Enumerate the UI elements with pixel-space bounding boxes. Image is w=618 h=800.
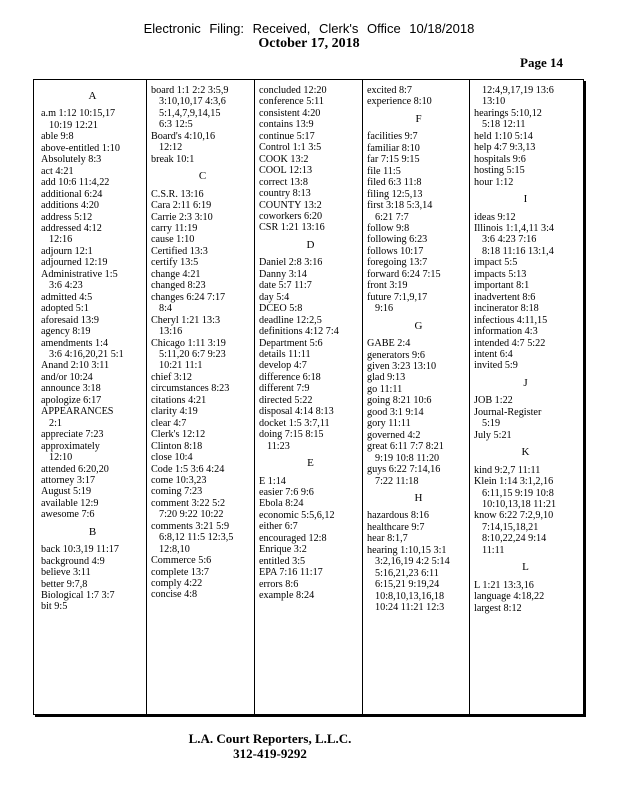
index-entry: COOL 12:13 (259, 165, 313, 177)
index-entry: changes 6:24 7:17 (151, 291, 226, 303)
index-entry: GABE 2:4 (367, 338, 411, 350)
index-entry: facilities 9:7 (367, 131, 418, 143)
index-entry: go 11:11 (367, 383, 403, 395)
index-entry: addressed 4:12 (41, 222, 102, 234)
index-entry: 9:19 10:8 11:20 (375, 452, 440, 464)
index-entry: available 12:9 (41, 497, 99, 509)
index-entry: 5:1,4,7,9,14,15 (159, 107, 221, 119)
index-entry: APPEARANCES (41, 406, 114, 418)
index-entry: adjourn 12:1 (41, 245, 93, 257)
index-entry: details 11:11 (259, 348, 311, 360)
index-entry: hazardous 8:16 (367, 510, 429, 522)
index-entry: COUNTY 13:2 (259, 199, 322, 211)
index-entry: 12:4,9,17,19 13:6 (482, 85, 554, 96)
index-entry: intent 6:4 (474, 348, 513, 360)
document-date: October 17, 2018 (258, 36, 360, 51)
index-entry: break 10:1 (151, 153, 195, 165)
index-entry: changed 8:23 (151, 280, 206, 292)
index-entry: correct 13:8 (259, 176, 308, 188)
index-column-1 (38, 85, 147, 613)
index-entry: inadvertent 8:6 (474, 291, 536, 303)
index-entry: hearing 1:10,15 3:1 (367, 544, 447, 556)
index-entry: come 10:3,23 (151, 474, 207, 486)
index-entry: add 10:6 11:4,22 (41, 177, 110, 189)
index-entry: important 8:1 (474, 280, 530, 292)
index-entry: hour 1:12 (474, 176, 514, 188)
index-entry: invited 5:9 (474, 360, 518, 372)
index-section-letter: C (198, 170, 207, 183)
index-entry: gory 11:11 (367, 418, 411, 430)
index-entry: coming 7:23 (151, 486, 203, 498)
index-section-letter: K (521, 446, 530, 459)
index-entry: attended 6:20,20 (41, 463, 109, 475)
index-entry: coworkers 6:20 (259, 210, 323, 222)
index-entry: guys 6:22 7:14,16 (367, 464, 441, 476)
index-entry: 5:19 (482, 418, 501, 430)
index-entry: 6:8,12 11:5 12:3,5 (159, 532, 234, 544)
reporter-name: L.A. Court Reporters, L.L.C. (188, 731, 352, 746)
index-entry: 7:14,15,18,21 (482, 521, 539, 533)
index-entry: concise 4:8 (151, 589, 198, 601)
index-section-letter: G (414, 319, 423, 332)
index-entry: awesome 7:6 (41, 509, 95, 521)
index-entry: impacts 5:13 (474, 268, 527, 280)
index-entry: disposal 4:14 8:13 (259, 406, 334, 418)
index-entry: act 4:21 (41, 165, 74, 177)
index-entry: generators 9:6 (367, 349, 425, 361)
index-entry: incinerator 8:18 (474, 303, 539, 315)
index-entry: 10:24 11:21 12:3 (375, 602, 445, 614)
index-entry: 10:8,10,13,16,18 (375, 590, 445, 602)
index-entry: Department 5:6 (259, 337, 323, 349)
index-entry: 5:16,21,23 6:11 (375, 567, 439, 579)
index-entry: economic 5:5,6,12 (259, 509, 335, 521)
index-entry: able 9:8 (41, 131, 74, 143)
index-section-letter: F (415, 112, 422, 125)
index-entry: background 4:9 (41, 555, 105, 567)
index-entry: 6:11,15 9:19 10:8 (482, 487, 554, 499)
index-entry: Klein 1:14 3:1,2,16 (474, 476, 554, 488)
index-entry: entitled 3:5 (259, 555, 306, 567)
index-entry: docket 1:5 3:7,11 (259, 417, 330, 429)
index-entry: aforesaid 13:9 (41, 314, 99, 326)
index-entry: conference 5:11 (259, 96, 324, 108)
index-entry: 3:2,16,19 4:2 5:14 (375, 556, 450, 568)
index-entry: Clinton 8:18 (151, 440, 203, 452)
word-index-table (33, 79, 584, 715)
index-entry: 12:10 (49, 452, 73, 464)
index-entry: bit 9:5 (41, 601, 68, 613)
index-entry: day 5:4 (259, 291, 290, 303)
index-section-letter: D (306, 238, 315, 251)
index-entry: contains 13:9 (259, 119, 314, 131)
index-entry: 3:6 4:23 7:16 (482, 234, 537, 246)
index-entry: Anand 2:10 3:11 (41, 360, 110, 372)
index-entry: help 4:7 9:3,13 (474, 142, 536, 154)
index-section-letter: B (88, 525, 97, 538)
index-entry: Commerce 5:6 (151, 555, 212, 567)
index-entry: 2:1 (49, 417, 63, 429)
index-entry: 9:16 (375, 303, 394, 315)
index-section-letter: A (88, 90, 97, 102)
index-entry: intended 4:7 5:22 (474, 337, 546, 349)
index-entry: EPA 7:16 11:17 (259, 567, 323, 579)
page-number: Page 14 (520, 55, 563, 70)
index-entry: 6:21 7:7 (375, 211, 409, 223)
index-entry: language 4:18,22 (474, 591, 545, 603)
index-column-5 (471, 85, 580, 614)
index-entry: impact 5:5 (474, 257, 518, 269)
index-entry: hearings 5:10,12 (474, 107, 542, 119)
index-entry: amendments 1:4 (41, 337, 109, 349)
index-entry: 7:22 11:18 (375, 475, 419, 487)
index-entry: citations 4:21 (151, 394, 207, 406)
index-entry: Code 1:5 3:6 4:24 (151, 463, 225, 475)
index-entry: additions 4:20 (41, 200, 100, 212)
index-entry: admitted 4:5 (41, 291, 93, 303)
index-entry: far 7:15 9:15 (367, 154, 420, 166)
index-entry: certify 13:5 (151, 257, 199, 269)
index-entry: Carrie 2:3 3:10 (151, 211, 213, 223)
index-entry: 13:16 (159, 326, 183, 338)
index-entry: 8:18 11:16 13:1,4 (482, 245, 554, 257)
index-entry: Board's 4:10,16 (151, 130, 216, 142)
index-entry: directed 5:22 (259, 394, 313, 406)
index-entry: doing 7:15 8:15 (259, 429, 324, 441)
index-entry: country 8:13 (259, 188, 311, 200)
index-entry: Daniel 2:8 3:16 (259, 257, 323, 269)
index-entry: L 1:21 13:3,16 (474, 579, 534, 591)
index-entry: following 6:23 (367, 234, 428, 246)
index-entry: Cara 2:11 6:19 (151, 200, 212, 212)
index-entry: back 10:3,19 11:17 (41, 544, 119, 556)
index-entry: Control 1:1 3:5 (259, 142, 322, 154)
index-entry: 8:10,22,24 9:14 (482, 533, 547, 545)
index-entry: kind 9:2,7 11:11 (474, 464, 541, 476)
index-entry: filing 12:5,13 (367, 188, 423, 200)
index-entry: COOK 13:2 (259, 153, 309, 165)
index-entry: either 6:7 (259, 521, 298, 533)
index-entry: believe 3:11 (41, 567, 91, 579)
index-entry: carry 11:19 (151, 222, 198, 234)
index-entry: close 10:4 (151, 452, 193, 464)
index-entry: forward 6:24 7:15 (367, 268, 441, 280)
index-entry: held 1:10 5:14 (474, 130, 533, 142)
index-entry: Journal-Register (474, 406, 542, 418)
index-entry: ideas 9:12 (474, 211, 516, 223)
index-entry: future 7:1,9,17 (367, 291, 428, 303)
index-entry: and/or 10:24 (41, 371, 93, 383)
index-entry: glad 9:13 (367, 372, 406, 384)
index-entry: comply 4:22 (151, 578, 203, 590)
index-entry: adopted 5:1 (41, 303, 89, 315)
index-entry: familiar 8:10 (367, 142, 420, 154)
index-entry: announce 3:18 (41, 383, 101, 395)
index-entry: change 4:21 (151, 268, 201, 280)
index-entry: 12:12 (159, 142, 183, 154)
index-entry: 12:16 (49, 234, 73, 246)
index-entry: chief 3:12 (151, 371, 193, 383)
index-entry: 6:3 12:5 (159, 119, 193, 131)
index-entry: file 11:5 (367, 165, 401, 177)
index-entry: better 9:7,8 (41, 578, 88, 590)
index-entry: clear 4:7 (151, 417, 187, 429)
index-entry: agency 8:19 (41, 326, 91, 338)
index-entry: example 8:24 (259, 590, 315, 602)
index-entry: adjourned 12:19 (41, 257, 108, 269)
index-entry: 3:10,10,17 4:3,6 (159, 96, 226, 108)
index-entry: filed 6:3 11:8 (367, 177, 422, 189)
index-entry: comments 3:21 5:9 (151, 520, 230, 532)
index-entry: 13:10 (482, 96, 506, 108)
index-entry: Clerk's 12:12 (151, 429, 206, 441)
index-entry: good 3:1 9:14 (367, 406, 424, 418)
index-entry: experience 8:10 (367, 96, 432, 108)
index-entry: 10:10,13,18 11:21 (482, 498, 557, 510)
index-entry: a.m 1:12 10:15,17 (41, 108, 116, 120)
index-entry: DCEO 5:8 (259, 303, 303, 315)
index-entry: 11:11 (482, 544, 505, 556)
index-entry: easier 7:6 9:6 (259, 486, 314, 498)
index-entry: Cheryl 1:21 13:3 (151, 314, 221, 326)
index-entry: develop 4:7 (259, 360, 307, 372)
index-entry: complete 13:7 (151, 566, 209, 578)
filing-stamp: Electronic Filing: Received, Clerk's Office 10/18/2018 (143, 21, 475, 36)
index-entry: 10:19 12:21 (49, 119, 98, 131)
index-entry: healthcare 9:7 (367, 521, 425, 533)
reporter-phone: 312-419-9292 (233, 746, 307, 761)
index-entry: know 6:22 7:2,9,10 (474, 510, 554, 522)
index-entry: follow 9:8 (367, 222, 410, 234)
index-entry: clarity 4:19 (151, 406, 198, 418)
index-entry: 5:11,20 6:7 9:23 (159, 348, 226, 360)
index-entry: governed 4:2 (367, 429, 421, 441)
index-entry: JOB 1:22 (474, 395, 513, 407)
index-section-letter: H (414, 491, 423, 504)
index-entry: encouraged 12:8 (259, 532, 327, 544)
index-section-letter: L (522, 561, 529, 574)
index-entry: continue 5:17 (259, 130, 315, 142)
index-entry: deadline 12:2,5 (259, 314, 322, 326)
index-entry: infectious 4:11,15 (474, 314, 548, 326)
index-entry: July 5:21 (474, 429, 512, 441)
index-entry: first 3:18 5:3,14 (367, 200, 433, 212)
index-entry: hosting 5:15 (474, 165, 525, 177)
index-entry: hospitals 9:6 (474, 153, 526, 165)
index-entry: E 1:14 (259, 475, 286, 487)
index-section-letter: E (307, 457, 314, 470)
index-entry: Ebola 8:24 (259, 498, 304, 510)
index-entry: additional 6:24 (41, 188, 103, 200)
index-entry: 7:20 9:22 10:22 (159, 509, 224, 521)
index-entry: C.S.R. 13:16 (151, 188, 204, 200)
index-entry: difference 6:18 (259, 371, 321, 383)
index-entry: 11:23 (267, 440, 290, 452)
index-entry: board 1:1 2:2 3:5,9 (151, 85, 229, 96)
index-entry: circumstances 8:23 (151, 383, 230, 395)
index-entry: follows 10:17 (367, 245, 424, 257)
index-entry: 3:6 4:16,20,21 5:1 (49, 348, 124, 360)
index-section-letter: I (523, 193, 528, 206)
index-entry: address 5:12 (41, 211, 93, 223)
index-entry: front 3:19 (367, 280, 408, 292)
index-entry: hear 8:1,7 (367, 533, 408, 545)
index-entry: 10:21 11:1 (159, 360, 203, 372)
index-section-letter: J (523, 376, 528, 389)
index-entry: Illinois 1:1,4,11 3:4 (474, 222, 554, 234)
index-entry: 8:4 (159, 303, 173, 315)
index-entry: great 6:11 7:7 8:21 (367, 441, 444, 453)
index-entry: approximately (41, 440, 100, 452)
index-entry: consistent 4:20 (259, 107, 321, 119)
index-entry: excited 8:7 (367, 85, 412, 96)
index-entry: foregoing 13:7 (367, 257, 428, 269)
index-entry: errors 8:6 (259, 578, 299, 590)
index-entry: 12:8,10 (159, 543, 190, 555)
index-entry: Biological 1:7 3:7 (41, 590, 115, 602)
index-entry: 5:18 12:11 (482, 119, 526, 131)
index-entry: Administrative 1:5 (41, 268, 118, 280)
index-entry: cause 1:10 (151, 234, 195, 246)
index-entry: appreciate 7:23 (41, 429, 104, 441)
index-column-4 (364, 85, 473, 613)
index-entry: CSR 1:21 13:16 (259, 222, 325, 234)
index-entry: August 5:19 (41, 486, 92, 498)
index-entry: definitions 4:12 7:4 (259, 326, 339, 338)
index-entry: information 4:3 (474, 326, 538, 338)
index-entry: Danny 3:14 (259, 268, 307, 280)
index-column-2 (148, 85, 257, 601)
index-entry: above-entitled 1:10 (41, 142, 120, 154)
index-entry: comment 3:22 5:2 (151, 497, 226, 509)
index-entry: given 3:23 13:10 (367, 360, 437, 372)
index-entry: Chicago 1:11 3:19 (151, 337, 226, 349)
index-entry: going 8:21 10:6 (367, 395, 432, 407)
index-column-3 (256, 85, 365, 601)
index-entry: 3:6 4:23 (49, 280, 83, 292)
index-entry: Certified 13:3 (151, 245, 208, 257)
index-entry: largest 8:12 (474, 602, 522, 614)
index-entry: apologize 6:17 (41, 394, 102, 406)
index-entry: date 5:7 11:7 (259, 280, 312, 292)
index-entry: Absolutely 8:3 (41, 154, 102, 166)
index-entry: attorney 3:17 (41, 474, 96, 486)
index-entry: 6:15,21 9:19,24 (375, 579, 440, 591)
index-entry: different 7:9 (259, 383, 310, 395)
index-entry: concluded 12:20 (259, 85, 327, 96)
index-entry: Enrique 3:2 (259, 544, 307, 556)
